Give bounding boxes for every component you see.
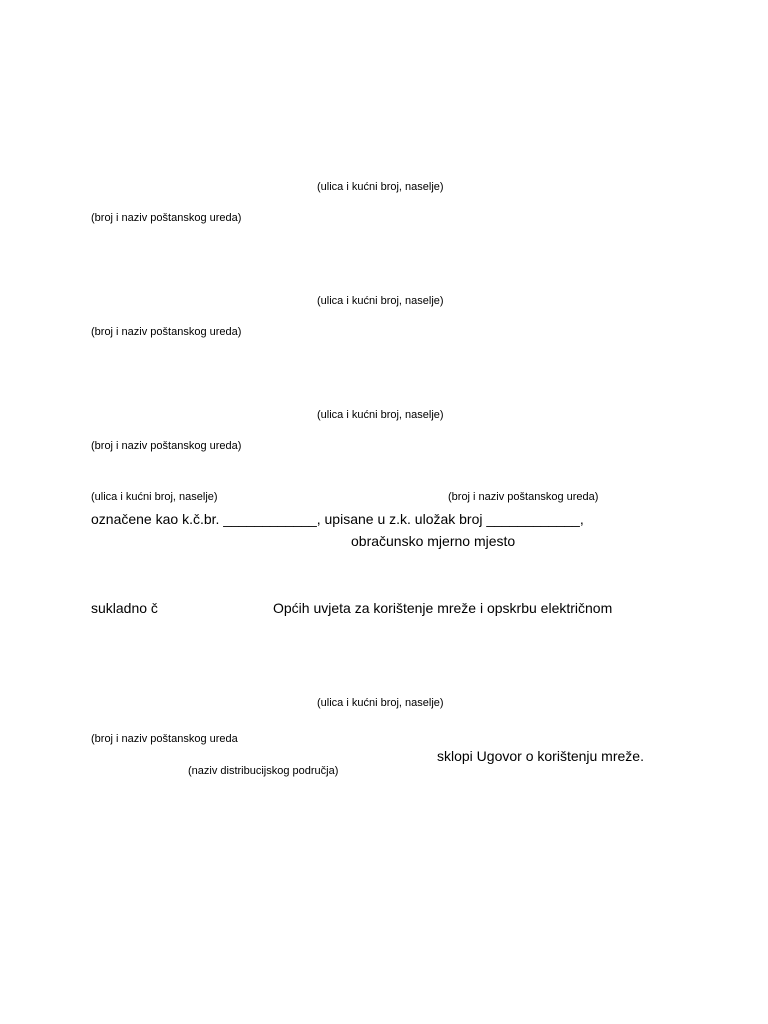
street-caption: (ulica i kućni broj, naselje) <box>317 409 444 421</box>
distribution-area-caption: (naziv distribucijskog područja) <box>188 765 339 777</box>
metering-point-label: obračunsko mjerno mjesto <box>351 533 516 549</box>
street-caption: (ulica i kućni broj, naselje) <box>317 295 444 307</box>
post-office-caption: (broj i naziv poštanskog ureda) <box>448 491 599 503</box>
general-terms-text: Općih uvjeta za korištenje mreže i opskrbu električnom <box>273 600 613 616</box>
post-office-caption: (broj i naziv poštanskog ureda <box>91 733 238 745</box>
post-office-caption: (broj i naziv poštanskog ureda) <box>91 326 242 338</box>
street-caption: (ulica i kućni broj, naselje) <box>91 491 218 503</box>
post-office-caption: (broj i naziv poštanskog ureda) <box>91 440 242 452</box>
clause-prefix: sukladno č <box>91 600 158 616</box>
contract-text: sklopi Ugovor o korištenju mreže. <box>437 748 644 764</box>
street-caption: (ulica i kućni broj, naselje) <box>317 181 444 193</box>
parcel-line: označene kao k.č.br. ____________, upisane u z.k. uložak broj ____________, <box>91 511 584 527</box>
street-caption: (ulica i kućni broj, naselje) <box>317 697 444 709</box>
post-office-caption: (broj i naziv poštanskog ureda) <box>91 212 242 224</box>
